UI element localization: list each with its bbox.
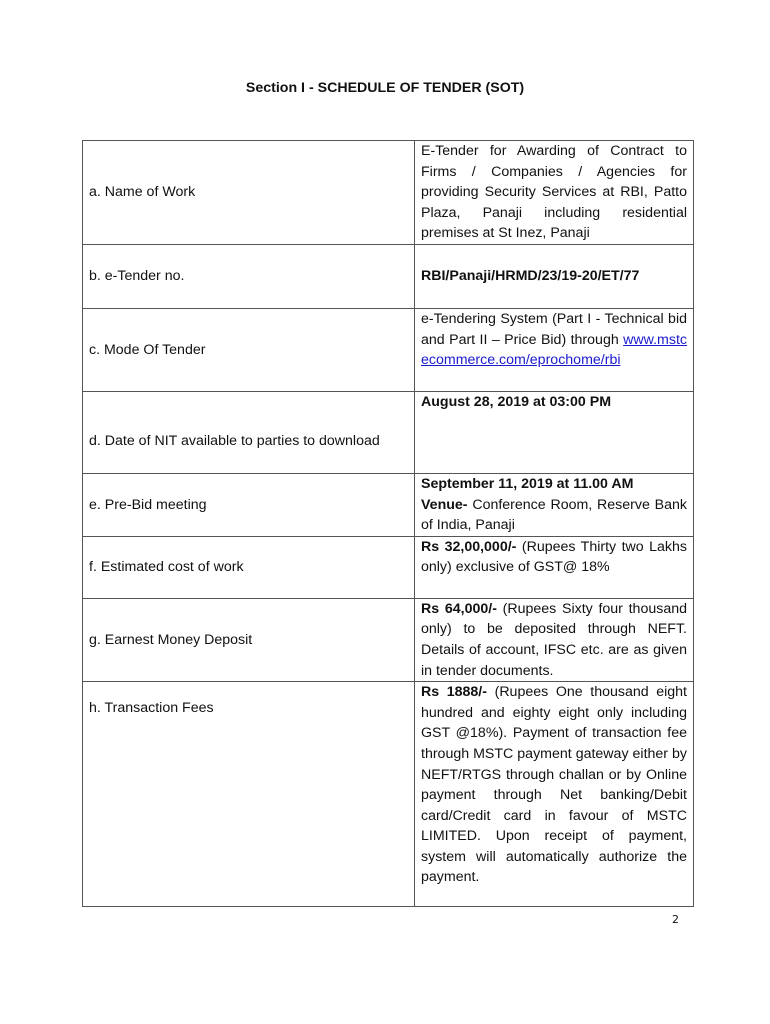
emd-amount: Rs 64,000/- bbox=[421, 600, 497, 617]
table-row bbox=[83, 598, 694, 681]
row-label: h. Transaction Fees bbox=[83, 682, 415, 907]
row-value bbox=[415, 536, 694, 598]
row-label: g. Earnest Money Deposit bbox=[83, 598, 415, 681]
row-value bbox=[415, 682, 694, 907]
transaction-fee-text: (Rupees One thousand eight hundred and eighty eight only including GST @18%). Payment of transaction fee through MSTC payment gateway either by NEFT/RTGS through challan or by Online payment through Net banking/Debit card/Credit card in favour of MSTC LIMITED. Upon receipt of payment, system will automatically authorize the payment. bbox=[421, 684, 687, 886]
page-number: 2 bbox=[672, 913, 679, 926]
table-row bbox=[83, 682, 694, 907]
mode-text: e-Tendering System (Part I - Technical bid and Part II – Price Bid) through bbox=[421, 310, 687, 348]
row-label: e. Pre-Bid meeting bbox=[83, 473, 415, 536]
row-label: c. Mode Of Tender bbox=[83, 308, 415, 391]
section-title: Section I - SCHEDULE OF TENDER (SOT) bbox=[245, 80, 525, 96]
row-label: d. Date of NIT available to parties to download bbox=[83, 391, 415, 473]
schedule-of-tender-table bbox=[82, 140, 694, 907]
emd-text: (Rupees Sixty four thousand only) to be deposited through NEFT. Details of account, IFSC etc. are as given in tender documents. bbox=[421, 600, 687, 679]
mstc-portal-link[interactable]: www.mstcecommerce.com/eprochome/rbi bbox=[421, 331, 687, 369]
row-value bbox=[415, 598, 694, 681]
table-row bbox=[83, 473, 694, 536]
table-row bbox=[83, 536, 694, 598]
table-row bbox=[83, 391, 694, 473]
pre-bid-date: September 11, 2019 at 11.00 AM bbox=[421, 475, 634, 492]
nit-date: August 28, 2019 at 03:00 PM bbox=[415, 391, 694, 473]
row-value: E-Tender for Awarding of Contract to Firms / Companies / Agencies for providing Security Services at RBI, Patto Plaza, Panaji including residential premises at St Inez, Panaji bbox=[415, 141, 694, 245]
venue-label: Venue- bbox=[421, 496, 468, 513]
row-label: b. e-Tender no. bbox=[83, 244, 415, 308]
transaction-fee-amount: Rs 1888/- bbox=[421, 684, 487, 701]
row-label: a. Name of Work bbox=[83, 141, 415, 245]
row-value bbox=[415, 308, 694, 391]
row-label: f. Estimated cost of work bbox=[83, 536, 415, 598]
estimated-cost-text: (Rupees Thirty two Lakhs only) exclusive of GST@ 18% bbox=[421, 538, 687, 576]
tender-number: RBI/Panaji/HRMD/23/19-20/ET/77 bbox=[415, 244, 694, 308]
row-value bbox=[415, 473, 694, 536]
table-row bbox=[83, 244, 694, 308]
estimated-cost-amount: Rs 32,00,000/- bbox=[421, 538, 517, 555]
venue-text: Conference Room, Reserve Bank of India, Panaji bbox=[421, 496, 687, 534]
table-row bbox=[83, 308, 694, 391]
table-row bbox=[83, 141, 694, 245]
